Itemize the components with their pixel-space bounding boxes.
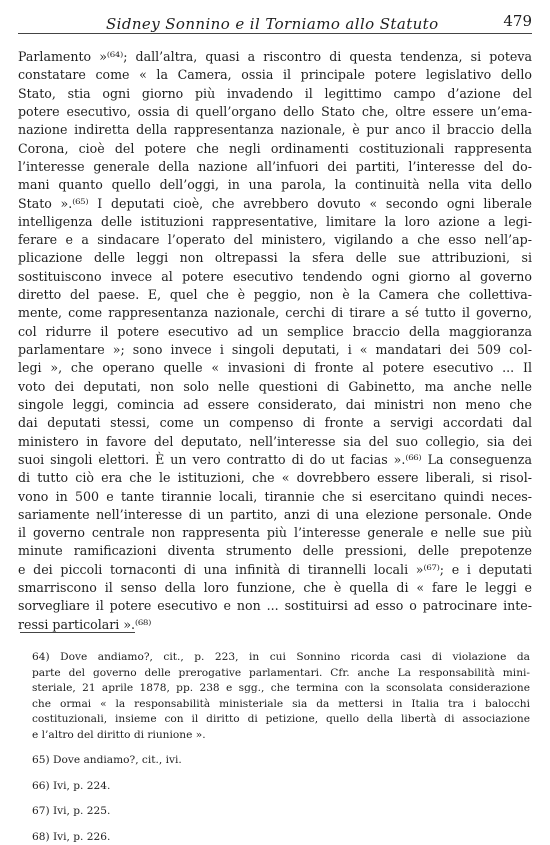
body-line: ministero in favore del deputato, nell’interesse sia del suo collegio, sia dei (18, 433, 532, 451)
body-line: col ridurre il potere esecutivo ad un semplice braccio della maggioranza (18, 323, 532, 341)
footnote-line: costituzionali, insieme con il diritto di petizione, quello della libertà di associazione (32, 712, 530, 728)
footnote-line: parte del governo delle prerogative parlamentari. Cfr. anche La responsabilità mini- (32, 666, 530, 682)
footnote-line: steriale, 21 aprile 1878, pp. 238 e sgg., che termina con la sconsolata considerazione (32, 681, 530, 697)
running-title: Sidney Sonnino e il Torniamo allo Statuto (106, 15, 439, 33)
body-line: smarriscono il senso della loro funzione, che è quella di « fare le leggi e (18, 579, 532, 597)
footnote-64 (32, 650, 530, 743)
body-line: sostituiscono invece al potere esecutivo tendendo ogni giorno al governo (18, 268, 532, 286)
body-line: vono in 500 e tante tirannie locali, tirannie che si esercitano quindi neces- (18, 488, 532, 506)
footnote-66: 66) Ivi, p. 224. (32, 779, 530, 795)
body-line: di tutto ciò era che le istituzioni, che « dovrebbero essere liberali, si risol- (18, 469, 532, 487)
body-line: mente, come rappresentanza nazionale, cerchi di tirare a sé tutto il governo, (18, 304, 532, 322)
body-line: nazione indiretta della rappresentanza nazionale, è pur anco il braccio della (18, 121, 532, 139)
body-line: mani quanto quello dell’oggi, in una parola, la continuità nella vita dello (18, 176, 532, 194)
body-line: Stato ».⁽⁶⁵⁾ I deputati cioè, che avrebbero dovuto « secondo ogni liberale (18, 195, 532, 213)
body-line: sorvegliare il potere esecutivo e non ... sostituirsi ad esso o patrocinare inte- (18, 597, 532, 615)
body-text (18, 48, 532, 634)
body-line: Parlamento »⁽⁶⁴⁾; dall’altra, quasi a riscontro di questa tendenza, si poteva (18, 48, 532, 66)
running-header (18, 12, 532, 34)
body-line: ressi particolari ».⁽⁶⁸⁾ (18, 616, 532, 634)
body-line: dai deputati stessi, come un compenso di fronte a servigi accordati dal (18, 414, 532, 432)
body-line: singole leggi, comincia ad essere considerato, dai ministri non meno che (18, 396, 532, 414)
body-line: constatare come « la Camera, ossia il principale potere legislativo dello (18, 66, 532, 84)
footnote-line: 64) Dove andiamo?, cit., p. 223, in cui Sonnino ricorda casi di violazione da (32, 650, 530, 666)
body-line: Stato, stia ogni giorno più invadendo il legittimo campo d’azione del (18, 85, 532, 103)
body-line: l’interesse generale della nazione all’infuori dei partiti, l’interesse del do- (18, 158, 532, 176)
body-line: potere esecutivo, ossia di quell’organo dello Stato che, oltre essere un’ema- (18, 103, 532, 121)
footnote-line: che ormai « la responsabilità ministeriale sia da mettersi in Italia tra i balocchi (32, 697, 530, 713)
body-line: Corona, cioè del potere che negli ordinamenti costituzionali rappresenta (18, 140, 532, 158)
body-line: e dei piccoli tornaconti di una infinità di tirannelli locali »⁽⁶⁷⁾; e i deputati (18, 561, 532, 579)
footnote-rule (20, 632, 135, 633)
body-line: legi », che operano quelle « invasioni di fronte al potere esecutivo ... Il (18, 359, 532, 377)
body-line: voto dei deputati, non solo nelle questioni di Gabinetto, ma anche nelle (18, 378, 532, 396)
body-line: suoi singoli elettori. È un vero contratto di do ut facias ».⁽⁶⁶⁾ La conseguenza (18, 451, 532, 469)
footnote-line: e l’altro del diritto di riunione ». (32, 728, 530, 744)
body-line: ferare e a sindacare l’operato del ministero, vigilando a che esso nell’ap- (18, 231, 532, 249)
footnote-68: 68) Ivi, p. 226. (32, 830, 530, 845)
footnote-67: 67) Ivi, p. 225. (32, 804, 530, 820)
body-line: intelligenza delle istituzioni rappresentative, limitare la loro azione a legi- (18, 213, 532, 231)
body-line: parlamentare »; sono invece i singoli deputati, i « mandatari dei 509 col- (18, 341, 532, 359)
body-line: il governo centrale non rappresenta più l’interesse generale e nelle sue più (18, 524, 532, 542)
header-rule (18, 33, 532, 34)
footnotes (32, 650, 530, 845)
body-line: minute ramificazioni diventa strumento delle pressioni, delle prepotenze (18, 542, 532, 560)
body-line: plicazione delle leggi non oltrepassi la sfera delle sue attribuzioni, si (18, 249, 532, 267)
body-line: sariamente nell’interesse di un partito, anzi di una elezione personale. Onde (18, 506, 532, 524)
body-line: diretto del paese. E, quel che è peggio, non è la Camera che collettiva- (18, 286, 532, 304)
page-number: 479 (503, 12, 532, 30)
footnote-65: 65) Dove andiamo?, cit., ivi. (32, 753, 530, 769)
